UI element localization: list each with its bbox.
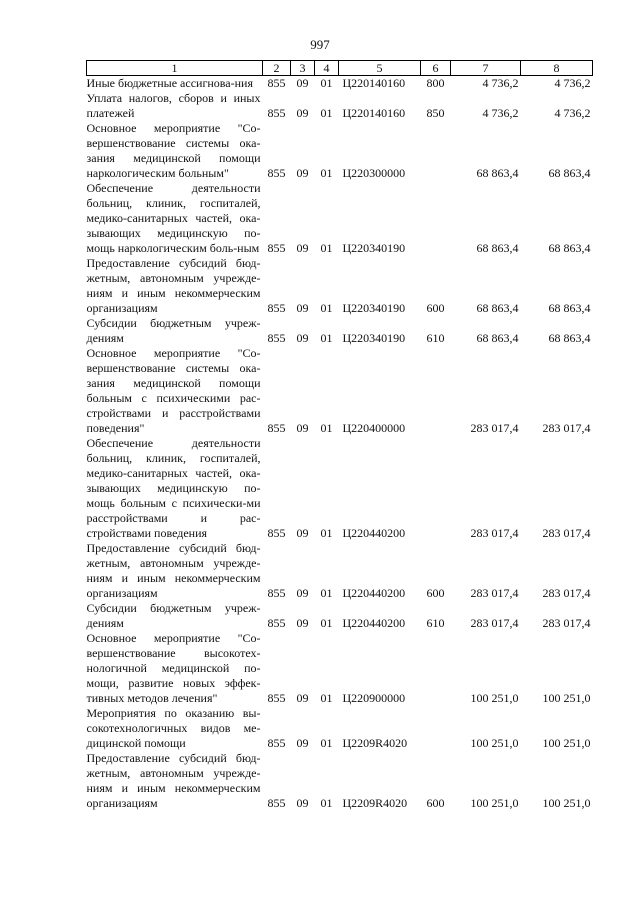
subsection-code: 01 [320,106,333,120]
table-row [87,76,593,92]
table-row [87,316,593,346]
target-article-code: Ц2209R4020 [342,796,408,810]
amount-col8: 68 863,4 [548,301,591,315]
amount-col7: 283 017,4 [470,421,519,435]
amount-col7: 283 017,4 [470,616,519,630]
subsection-code: 01 [320,241,333,255]
expense-type-code [421,631,451,706]
section-code: 09 [296,586,309,600]
section-code: 09 [296,421,309,435]
subsection-code: 01 [320,526,333,540]
header-cell: 1 [87,61,263,76]
expense-type-code [421,121,451,181]
amount-col7: 283 017,4 [470,526,519,540]
expense-type-code: 600 [426,586,445,600]
expense-type-code: 600 [426,301,445,315]
target-article-code: Ц220140160 [342,76,406,90]
ministry-code: 855 [267,691,286,705]
table-row [87,91,593,121]
header-cell: 2 [263,61,291,76]
item-name: Предоставление субсидий бюд-жетным, автономным учрежде-ниям и иным некоммерческим организациям [86,751,261,810]
target-article-code: Ц220340190 [342,241,406,255]
amount-col8: 100 251,0 [542,691,591,705]
amount-col8: 68 863,4 [548,331,591,345]
ministry-code: 855 [267,526,286,540]
ministry-code: 855 [267,301,286,315]
target-article-code: Ц220340190 [342,331,406,345]
item-name: Мероприятия по оказанию вы-сокотехнологичных видов ме-дицинской помощи [86,706,261,750]
table-row [87,256,593,316]
table-row [87,631,593,706]
subsection-code: 01 [320,76,333,90]
item-name: Предоставление субсидий бюд-жетным, автономным учрежде-ниям и иным некоммерческим организациям [86,256,261,315]
expense-type-code: 800 [426,76,445,90]
item-name: Обеспечение деятельности больниц, клиник, госпиталей, медико-санитарных частей, ока-зывающих медицинскую по-мощь больным с психически-ми расстройствами и рас-стройствами поведения [86,436,261,540]
amount-col8: 283 017,4 [542,616,591,630]
section-code: 09 [296,796,309,810]
item-name: Основное мероприятие "Со-вершенствование системы ока-зания медицинской помощи наркологическим больным" [86,121,261,180]
section-code: 09 [296,691,309,705]
target-article-code: Ц220140160 [342,106,406,120]
ministry-code: 855 [267,76,286,90]
target-article-code: Ц220440200 [342,526,406,540]
section-code: 09 [296,331,309,345]
item-name: Субсидии бюджетным учреж-дениям [86,316,261,345]
subsection-code: 01 [320,586,333,600]
expense-type-code: 610 [426,331,445,345]
amount-col7: 68 863,4 [476,241,519,255]
expense-type-code [421,346,451,436]
expense-type-code: 610 [426,616,445,630]
header-cell: 5 [339,61,421,76]
ministry-code: 855 [267,736,286,750]
section-code: 09 [296,526,309,540]
item-name: Предоставление субсидий бюд-жетным, автономным учрежде-ниям и иным некоммерческим организациям [86,541,261,600]
subsection-code: 01 [320,421,333,435]
table-row [87,346,593,436]
amount-col8: 100 251,0 [542,736,591,750]
ministry-code: 855 [267,586,286,600]
amount-col8: 100 251,0 [542,796,591,810]
section-code: 09 [296,76,309,90]
table-row [87,541,593,601]
header-cell: 3 [291,61,315,76]
section-code: 09 [296,241,309,255]
header-row [87,61,593,76]
item-name: Обеспечение деятельности больниц, клиник, госпиталей, медико-санитарных частей, ока-зывающих медицинскую по-мощь наркологическим боль-ным [86,181,261,255]
section-code: 09 [296,736,309,750]
target-article-code: Ц220440200 [342,586,406,600]
amount-col8: 283 017,4 [542,586,591,600]
header-cell: 6 [421,61,451,76]
subsection-code: 01 [320,616,333,630]
target-article-code: Ц220900000 [342,691,406,705]
target-article-code: Ц220340190 [342,301,406,315]
expense-type-code [421,181,451,256]
subsection-code: 01 [320,166,333,180]
section-code: 09 [296,616,309,630]
table-row [87,436,593,541]
header-cell: 8 [521,61,593,76]
item-name: Субсидии бюджетным учреж-дениям [86,601,261,630]
subsection-code: 01 [320,736,333,750]
amount-col7: 4 736,2 [482,76,519,90]
ministry-code: 855 [267,166,286,180]
amount-col7: 100 251,0 [470,796,519,810]
target-article-code: Ц220400000 [342,421,406,435]
budget-table [86,60,593,811]
target-article-code: Ц220440200 [342,616,406,630]
table-row [87,601,593,631]
table-row [87,706,593,751]
ministry-code: 855 [267,241,286,255]
expense-type-code [421,706,451,751]
target-article-code: Ц220300000 [342,166,406,180]
section-code: 09 [296,106,309,120]
table-row [87,751,593,811]
table-row [87,181,593,256]
amount-col8: 4 736,2 [554,106,591,120]
amount-col7: 68 863,4 [476,301,519,315]
section-code: 09 [296,166,309,180]
subsection-code: 01 [320,691,333,705]
ministry-code: 855 [267,106,286,120]
item-name: Иные бюджетные ассигнова-ния [86,76,253,90]
expense-type-code [421,436,451,541]
amount-col8: 283 017,4 [542,421,591,435]
page-number: 997 [310,37,330,52]
section-code: 09 [296,301,309,315]
amount-col8: 68 863,4 [548,241,591,255]
amount-col8: 283 017,4 [542,526,591,540]
subsection-code: 01 [320,301,333,315]
subsection-code: 01 [320,331,333,345]
ministry-code: 855 [267,421,286,435]
item-name: Уплата налогов, сборов и иных платежей [86,91,261,120]
amount-col7: 283 017,4 [470,586,519,600]
amount-col7: 68 863,4 [476,166,519,180]
expense-type-code: 600 [426,796,445,810]
table-row [87,121,593,181]
item-name: Основное мероприятие "Со-вершенствование высокотех-нологичной медицинской по-мощи, развитие новых эффек-тивных методов лечения" [86,631,261,705]
amount-col7: 100 251,0 [470,736,519,750]
header-cell: 4 [315,61,339,76]
header-cell: 7 [451,61,521,76]
amount-col8: 4 736,2 [554,76,591,90]
ministry-code: 855 [267,616,286,630]
amount-col7: 100 251,0 [470,691,519,705]
amount-col7: 4 736,2 [482,106,519,120]
item-name: Основное мероприятие "Со-вершенствование системы ока-зания медицинской помощи больным с психическими рас-стройствами и расстройствами поведения" [86,346,261,435]
expense-type-code: 850 [426,106,445,120]
amount-col7: 68 863,4 [476,331,519,345]
amount-col8: 68 863,4 [548,166,591,180]
ministry-code: 855 [267,796,286,810]
ministry-code: 855 [267,331,286,345]
target-article-code: Ц2209R4020 [342,736,408,750]
subsection-code: 01 [320,796,333,810]
